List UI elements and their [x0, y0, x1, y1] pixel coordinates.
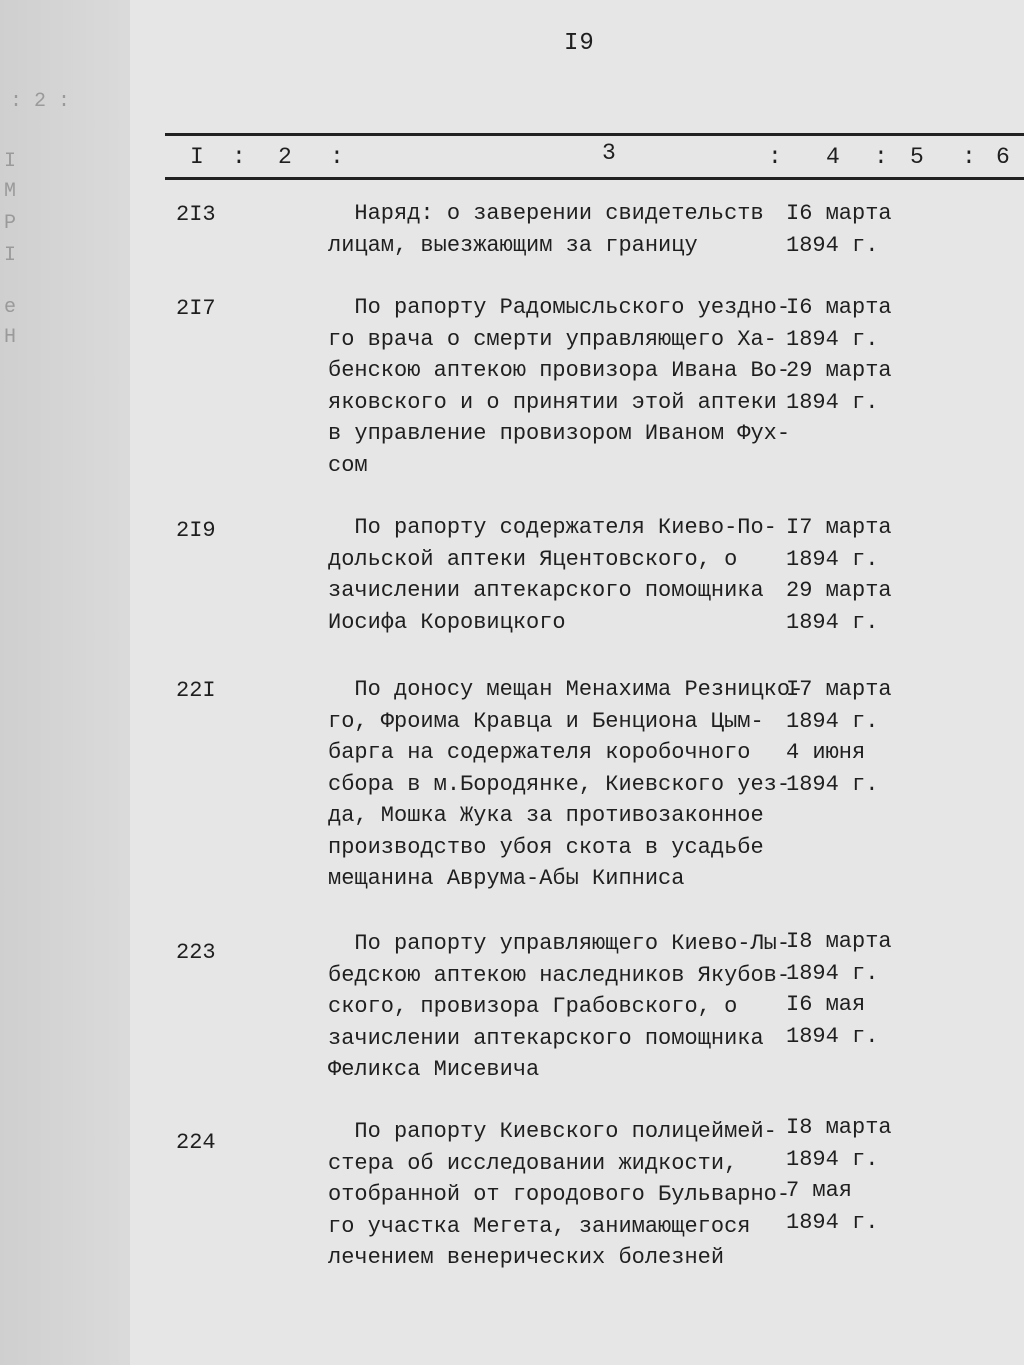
entry-dates: I7 марта 1894 г. 29 марта 1894 г.: [786, 515, 892, 635]
entry-dates: I8 марта 1894 г. I6 мая 1894 г.: [786, 929, 892, 1049]
header-col-1: I: [190, 144, 204, 170]
facing-page-char: I: [4, 244, 17, 267]
entry-number: 22I: [176, 678, 216, 703]
header-rule-bottom: [165, 177, 1024, 180]
entry-number: 223: [176, 940, 216, 965]
header-separator: :: [330, 144, 344, 170]
entry-number: 2I3: [176, 202, 216, 227]
facing-page-char: P: [4, 212, 17, 235]
header-col-6: 6: [996, 144, 1010, 170]
entry-description: По доносу мещан Менахима Резницко- го, Фроима Кравца и Бенциона Цым- барга на содержателя коробочного сбора в м.Бородянке, Киевского уез- да, Мошка Жука за противозаконное производство убоя скота в усадьбе мещанина Аврума-Абы Кипниса: [328, 677, 804, 891]
facing-page-char: H: [4, 326, 17, 349]
entry-dates: I6 марта 1894 г. 29 марта 1894 г.: [786, 295, 892, 415]
facing-page-char: e: [4, 296, 17, 319]
entry-description: По рапорту Радомысльского уездно- го врача о смерти управляющего Ха- бенскою аптекою провизора Ивана Во- яковского и о принятии этой аптеки в управление провизором Иваном Фух- сом: [328, 295, 791, 478]
facing-page-header-marks: : 2 :: [10, 90, 71, 113]
header-separator: :: [874, 144, 888, 170]
header-separator: :: [768, 144, 782, 170]
entry-number: 224: [176, 1130, 216, 1155]
entry-number: 2I9: [176, 518, 216, 543]
facing-page-char: I: [4, 150, 17, 173]
page-number: I9: [564, 30, 595, 57]
facing-page-edge: [0, 0, 150, 1365]
entry-dates: I8 марта 1894 г. 7 мая 1894 г.: [786, 1115, 892, 1235]
entry-description: По рапорту Киевского полицеймей- стера об исследовании жидкости, отобранной от городового Бульварно- го участка Мегета, занимающегося лечением венерических болезней: [328, 1119, 791, 1270]
entry-description: Наряд: о заверении свидетельств лицам, выезжающим за границу: [328, 201, 764, 258]
header-separator: :: [962, 144, 976, 170]
header-col-3: 3: [602, 140, 616, 166]
header-rule-top: [165, 133, 1024, 136]
header-col-5: 5: [910, 144, 924, 170]
entry-dates: I6 марта 1894 г.: [786, 201, 892, 258]
header-separator: :: [232, 144, 246, 170]
facing-page-char: M: [4, 180, 17, 203]
entry-description: По рапорту содержателя Киево-По- дольской аптеки Яцентовского, о зачислении аптекарского помощника Иосифа Коровицкого: [328, 515, 777, 635]
entry-description: По рапорту управляющего Киево-Лы- бедскою аптекою наследников Якубов- ского, провизора Грабовского, о зачислении аптекарского помощника Феликса Мисевича: [328, 931, 791, 1082]
entry-dates: I7 марта 1894 г. 4 июня 1894 г.: [786, 677, 892, 797]
header-col-4: 4: [826, 144, 840, 170]
header-col-2: 2: [278, 144, 292, 170]
entry-number: 2I7: [176, 296, 216, 321]
